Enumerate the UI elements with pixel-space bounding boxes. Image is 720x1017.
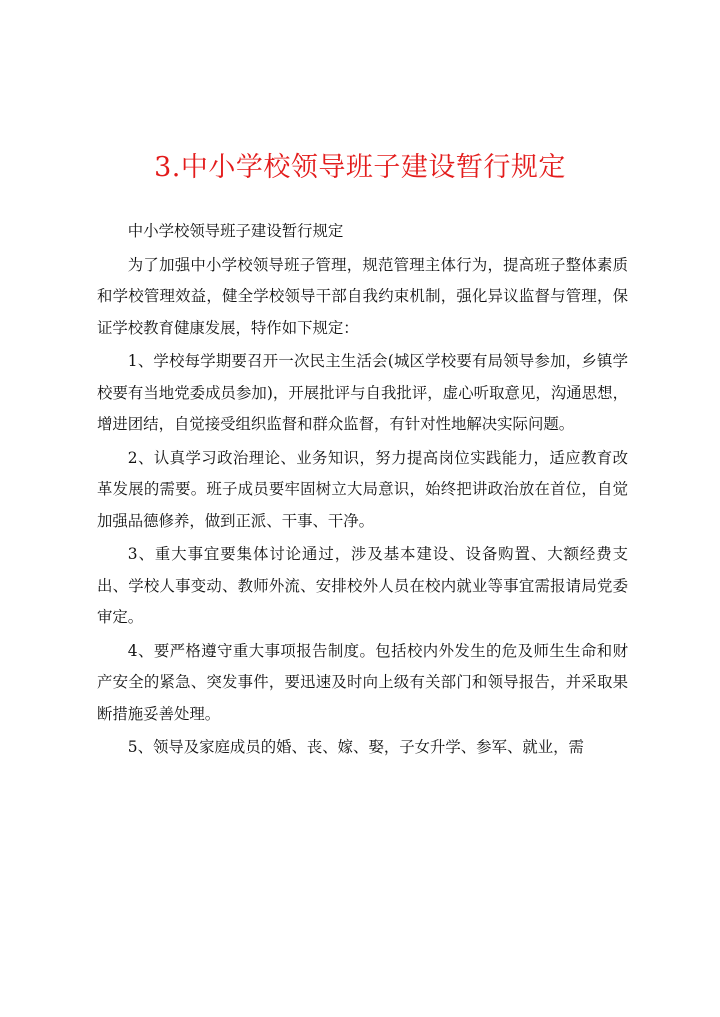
paragraph-item-1: 1、学校每学期要召开一次民主生活会(城区学校要有局领导参加，乡镇学校要有当地党委成员参加)，开展批评与自我批评，虚心听取意见，沟通思想，增进团结，自觉接受组织监督和群众监督，有针对性地解决实际问题。	[97, 352, 628, 433]
document-title: 3.中小学校领导班子建设暂行规定	[154, 152, 566, 183]
paragraph-item-3: 3、重大事宜要集体讨论通过，涉及基本建设、设备购置、大额经费支出、学校人事变动、教师外流、安排校外人员在校内就业等事宜需报请局党委审定。	[97, 545, 628, 626]
paragraph-intro: 为了加强中小学校领导班子管理，规范管理主体行为，提高班子整体素质和学校管理效益，健全学校领导干部自我约束机制，强化异议监督与管理，保证学校教育健康发展，特作如下规定：	[97, 255, 628, 337]
paragraph-subtitle: 中小学校领导班子建设暂行规定	[127, 222, 344, 240]
paragraph-item-5: 5、领导及家庭成员的婚、丧、嫁、娶，子女升学、参军、就业，需	[127, 738, 584, 756]
paragraph-item-4: 4、要严格遵守重大事项报告制度。包括校内外发生的危及师生生命和财产安全的紧急、突发事件，要迅速及时向上级有关部门和领导报告，并采取果断措施妥善处理。	[97, 641, 628, 723]
paragraph-item-2: 2、认真学习政治理论、业务知识，努力提高岗位实践能力，适应教育改革发展的需要。班子成员要牢固树立大局意识，始终把讲政治放在首位，自觉加强品德修养，做到正派、干事、干净。	[97, 448, 628, 530]
document-body	[97, 216, 628, 764]
